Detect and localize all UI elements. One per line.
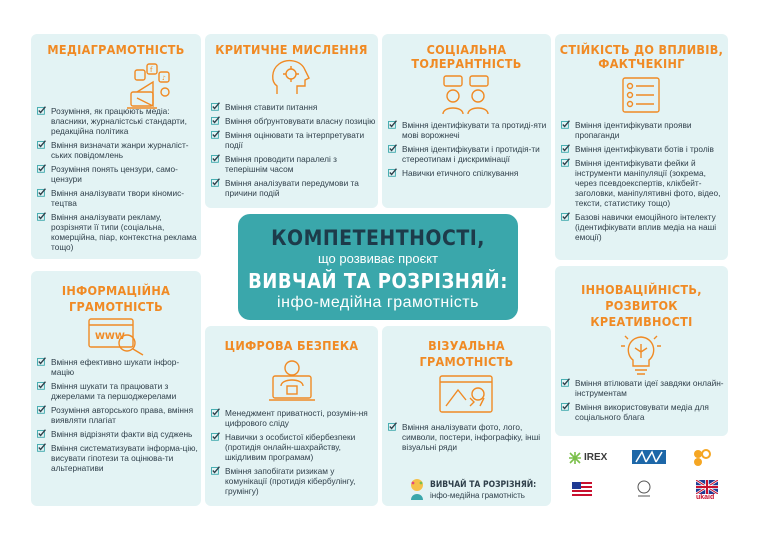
ukaid-logo [696, 480, 720, 502]
checkbox-checked-icon [37, 357, 46, 366]
brand-line1: ВИВЧАЙ ТА РОЗРІЗНЯЙ: [430, 480, 537, 490]
footer-brand [408, 474, 548, 506]
checkbox-checked-icon [211, 154, 220, 163]
list-item [211, 116, 376, 126]
brand-logo-icon [408, 478, 426, 500]
list-item-text: Менеджмент приватності, розумін-ня цифрового сліду [225, 408, 368, 428]
checkbox-checked-icon [37, 429, 46, 438]
card-information-literacy [31, 271, 201, 506]
irex-logo [568, 450, 612, 466]
card-title-line2: ФАКТЧЕКІНГ [598, 56, 685, 71]
checkbox-checked-icon [561, 120, 570, 129]
list-item [561, 402, 726, 422]
list-item [561, 144, 726, 154]
list-item-text: Вміння проводити паралелі з теперішнім часом [225, 154, 337, 174]
lightbulb-circuit-icon [619, 332, 663, 376]
card-critical-thinking [205, 34, 378, 208]
checkbox-checked-icon [37, 212, 46, 221]
card-media-literacy [31, 34, 201, 259]
partner-logos [560, 444, 728, 504]
checkbox-checked-icon [37, 405, 46, 414]
brand-line2: інфо-медійна грамотність [430, 491, 525, 500]
banner-title: КОМПЕТЕНТНОСТІ, [271, 226, 485, 250]
info-list [37, 357, 199, 477]
list-item-text: Вміння аналізувати твори кіномис-тецтва [51, 188, 184, 208]
list-item [211, 130, 376, 150]
card-digital-safety [205, 326, 378, 506]
list-item-text: Вміння обґрунтовувати власну позицію [225, 116, 376, 126]
ministry-logo-icon [632, 450, 666, 464]
list-item-text: Вміння аналізувати фото, лого, символи, постери, інфографіку, інші візуальні ряди [402, 422, 541, 452]
us-embassy-logo-icon [572, 482, 592, 496]
svg-text:♪: ♪ [162, 75, 166, 82]
card-title-line1: СОЦІАЛЬНА [426, 42, 507, 57]
center-banner [236, 212, 520, 322]
card-innovation-creativity [555, 266, 728, 436]
list-item [37, 429, 199, 439]
card-title-line2: ГРАМОТНІСТЬ [419, 354, 514, 369]
innovation-list [561, 378, 726, 426]
banner-subtitle: що розвиває проєкт [318, 251, 438, 266]
list-item-text: Вміння аналізувати передумови та причини подій [225, 178, 359, 198]
resilience-list [561, 120, 726, 246]
card-title-line1: СТІЙКІСТЬ ДО ВПЛИВІВ, [559, 42, 724, 57]
checklist-icon [619, 74, 663, 116]
banner-project-name: ВИВЧАЙ ТА РОЗРІЗНЯЙ: [248, 269, 508, 293]
list-item [211, 178, 376, 198]
ukaid-label: ukaid [696, 494, 715, 501]
card-title-line1: ІННОВАЦІЙНІСТЬ, [581, 282, 702, 297]
list-item [37, 443, 199, 473]
svg-text:f: f [150, 66, 153, 74]
list-item-text: Вміння ідентифікувати ботів і тролів [575, 144, 714, 154]
svg-text:WWW: WWW [95, 332, 125, 342]
list-item [37, 357, 199, 377]
card-title: ЦИФРОВА БЕЗПЕКА [224, 338, 359, 353]
list-item [37, 381, 199, 401]
list-item-text: Вміння визначати жанри журналіст-ських повідомлень [51, 140, 189, 160]
checkbox-checked-icon [388, 120, 397, 129]
list-item-text: Вміння використовувати медіа для соціального блага [575, 402, 709, 422]
list-item [388, 144, 549, 164]
list-item-text: Вміння систематизувати інформа-цію, висувати гіпотези та оцінюва-ти альтернативи [51, 443, 198, 473]
checkbox-checked-icon [561, 402, 570, 411]
card-title-line2: РОЗВИТОК [605, 298, 678, 313]
list-item [211, 432, 376, 462]
card-resilience-factchecking [555, 34, 728, 260]
list-item [37, 106, 199, 136]
list-item-text: Вміння ідентифікувати прояви пропаганди [575, 120, 692, 140]
list-item [37, 164, 199, 184]
checkbox-checked-icon [37, 164, 46, 173]
card-title-line2: ТОЛЕРАНТНІСТЬ [411, 56, 522, 71]
list-item-text: Вміння аналізувати рекламу, розрізняти її типи (соціальна, комерційна, піар, контекстна реклама тощо) [51, 212, 197, 252]
card-title-line2: ГРАМОТНІСТЬ [69, 299, 163, 314]
hacker-laptop-icon [267, 356, 317, 404]
list-item-text: Вміння втілювати ідеї завдяки онлайн-інструментам [575, 378, 724, 398]
checkbox-checked-icon [37, 188, 46, 197]
checkbox-checked-icon [211, 466, 220, 475]
list-item [37, 140, 199, 160]
design-browser-icon [436, 372, 496, 418]
uk-embassy-crest-icon [634, 480, 654, 498]
list-item-text: Базові навички емоційного інтелекту (ідентифікувати вплив медіа на наші емоції) [575, 212, 717, 242]
card-title: МЕДІАГРАМОТНІСТЬ [47, 42, 185, 57]
checkbox-checked-icon [211, 116, 220, 125]
list-item-text: Вміння відрізняти факти від суджень [51, 429, 193, 439]
card-title-line1: ІНФОРМАЦІЙНА [61, 283, 171, 298]
list-item-text: Вміння ефективно шукати інфор-мацію [51, 357, 180, 377]
checkbox-checked-icon [37, 443, 46, 452]
critical-list [211, 102, 376, 202]
list-item-text: Навички з особистої кібербезпеки (протидія онлайн-шахрайству, шкідливим програмам) [225, 432, 356, 462]
checkbox-checked-icon [37, 106, 46, 115]
digital-list [211, 408, 376, 500]
checkbox-checked-icon [561, 158, 570, 167]
list-item [211, 408, 376, 428]
list-item [388, 120, 549, 140]
people-dialogue-icon [440, 74, 492, 114]
list-item [561, 212, 726, 242]
list-item [211, 466, 376, 496]
checkbox-checked-icon [211, 178, 220, 187]
list-item-text: Вміння ідентифікувати і протидія-ти стереотипам і дискримінації [402, 144, 540, 164]
list-item-text: Розуміння понять цензури, само-цензури [51, 164, 178, 184]
www-search-icon [87, 317, 147, 357]
checkbox-checked-icon [561, 378, 570, 387]
irex-label: IREX [584, 452, 608, 463]
list-item-text: Вміння шукати та працювати з джерелами та першоджерелами [51, 381, 177, 401]
list-item [561, 120, 726, 140]
checkbox-checked-icon [388, 168, 397, 177]
list-item [37, 188, 199, 208]
list-item [388, 422, 549, 452]
checkbox-checked-icon [388, 144, 397, 153]
list-item [561, 378, 726, 398]
checkbox-checked-icon [37, 140, 46, 149]
card-title-line1: ВІЗУАЛЬНА [428, 338, 505, 353]
checkbox-checked-icon [211, 432, 220, 441]
list-item [388, 168, 549, 178]
list-item-text: Розуміння, як працюють медіа: власники, журналістські стандарти, редакційна політика [51, 106, 187, 136]
list-item-text: Вміння запобігати ризикам у комунікації (протидія кібербулінгу, грумінгу) [225, 466, 356, 496]
list-item-text: Вміння ставити питання [225, 102, 318, 112]
partner-circles-logo-icon [692, 448, 712, 468]
list-item [561, 158, 726, 208]
list-item-text: Вміння ідентифікувати та протиді-яти мові ворожнечі [402, 120, 547, 140]
list-item-text: Вміння оцінювати та інтерпретувати події [225, 130, 365, 150]
checkbox-checked-icon [211, 102, 220, 111]
visual-list [388, 422, 549, 456]
list-item [37, 212, 199, 252]
card-title-line3: КРЕАТИВНОСТІ [590, 314, 693, 329]
list-item-text: Навички етичного спілкування [402, 168, 519, 178]
card-social-tolerance [382, 34, 551, 208]
checkbox-checked-icon [37, 381, 46, 390]
card-title: КРИТИЧНЕ МИСЛЕННЯ [215, 42, 368, 57]
checkbox-checked-icon [561, 212, 570, 221]
list-item [211, 154, 376, 174]
list-item-text: Розуміння авторського права, вміння виявляти плагіат [51, 405, 194, 425]
head-gear-icon [267, 58, 315, 98]
list-item [37, 405, 199, 425]
list-item [211, 102, 376, 112]
checkbox-checked-icon [211, 130, 220, 139]
checkbox-checked-icon [561, 144, 570, 153]
checkbox-checked-icon [388, 422, 397, 431]
list-item-text: Вміння ідентифікувати фейки й інструменти маніпуляції (зокрема, через псевдоекспертів, клікбейт-заголовки, маніпулятивні фото, відео, тексти, статистику тощо) [575, 158, 721, 208]
banner-project-tagline: інфо-медійна грамотність [277, 294, 479, 311]
tolerance-list [388, 120, 549, 182]
media-list [37, 106, 199, 256]
checkbox-checked-icon [211, 408, 220, 417]
